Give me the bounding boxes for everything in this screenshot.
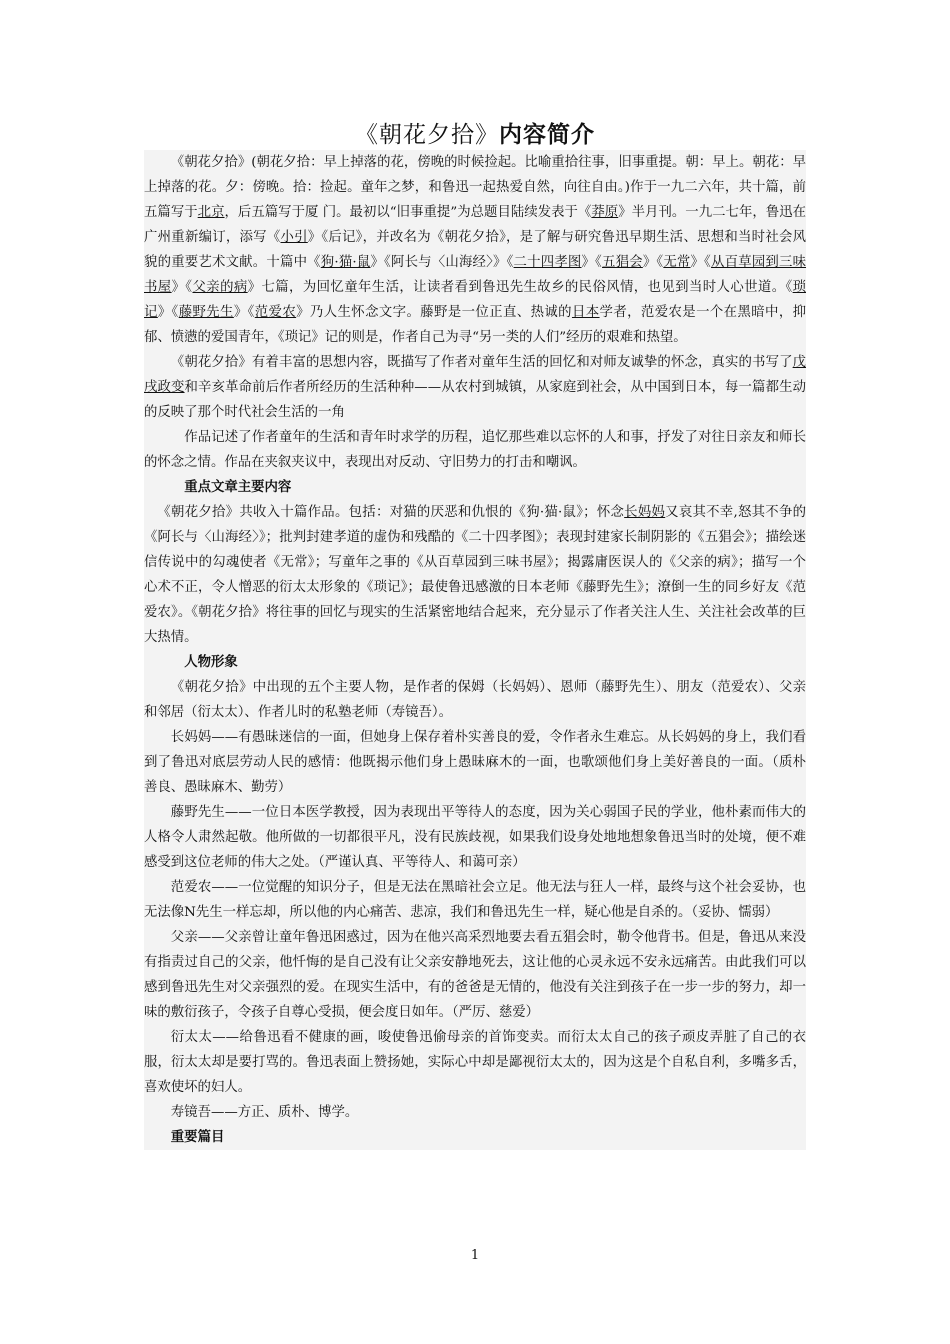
link-fan-ainong[interactable]: 范爱农 [254, 305, 297, 320]
link-wuchang-hui[interactable]: 五猖会 [602, 255, 643, 270]
link-riben[interactable]: 日本 [571, 305, 600, 320]
link-mangyuan[interactable]: 莽原 [591, 205, 619, 220]
title-suffix: 内容简介 [499, 121, 595, 148]
character-shou-jingwu: 寿镜吾——方正、质朴、博学。 [170, 1105, 359, 1120]
intro-paragraph [144, 150, 806, 350]
link-zhang-mama[interactable]: 长妈妈 [624, 505, 666, 520]
link-suoji[interactable]: 琐记 [144, 280, 806, 320]
link-ershisi-xiao-tu[interactable]: 二十四孝图 [513, 255, 582, 270]
title-book-name: 《朝花夕拾》 [355, 122, 499, 148]
intro-text: 》半月刊。一九二七年，鲁迅在广州重新编订，添写《 [144, 205, 807, 245]
character-father: 父亲——父亲曾让童年鲁迅困惑过，因为在他兴高采烈地要去看五猖会时，勒令他背书。但是，鲁迅从来没有指责过自己的父亲，他忏悔的是自己没有让父亲安静地死去，这让他的心灵永远不安永远痛苦。由此我们可以感到鲁迅先生对父亲强烈的爱。在现实生活中，有的爸爸是无情的，他没有关注到孩子在一步一步的努力，却一味的敷衍孩子，令孩子自尊心受损，便会度日如年。（严厉、慈爱） [144, 930, 806, 1020]
character-tengye: 藤野先生——一位日本医学教授，因为表现出平等待人的态度，因为关心弱国子民的学业，他朴素而伟大的人格令人肃然起敬。他所做的一切都很平凡，没有民族歧视，如果我们设身处地地想象鲁迅当时的处境，便不难感受到这位老师的伟大之处。（严谨认真、平等待人、和蔼可亲） [144, 805, 806, 870]
intro-text: ，后五篇写于厦 门。最初以“旧事重提”为总题目陆续发表于《 [224, 205, 592, 220]
link-wuchang[interactable]: 无常 [663, 255, 691, 270]
intro-text: 》《 [233, 305, 255, 320]
character-zhang-mama: 长妈妈——有愚昧迷信的一面，但她身上保存着朴实善良的爱，令作者永生难忘。从长妈妈的身上，我们看到了鲁迅对底层劳动人民的感情：他既揭示他们身上愚昧麻木的一面，也歌颂他们身上美好善良的一面。（质朴善良、愚昧麻木、勤劳） [144, 730, 806, 795]
paragraph-text: 又哀其不幸,怒其不争的《阿长与〈山海经〉》；批判封建孝道的虚伪和残酷的《二十四孝图》；表现封建家长制阴影的《五猖会》；描绘迷信传说中的勾魂使者《无常》；写童年之事的《从百草园到三味书屋》；揭露庸医误人的《父亲的病》；描写一个心术不正，令人憎恶的衍太太形象的《琐记》；最使鲁迅感激的日本老师《藤野先生》；潦倒一生的同乡好友《范爱农》。《朝花夕拾》将往事的回忆与现实的生活紧密地结合起来，充分显示了作者关注人生、关注社会改革的巨大热情。 [144, 505, 807, 645]
thought-paragraph [144, 350, 806, 425]
intro-text: 》《后记》，并改名为《朝花夕拾》，是了解与研究鲁迅早期生活、思想和当时社会风貌的重要艺术文献。十篇中《 [144, 230, 807, 270]
intro-text: 》《阿长与〈山海经〉》《 [370, 255, 514, 270]
key-articles-paragraph [144, 500, 806, 650]
intro-text: 》《 [642, 255, 664, 270]
section-heading-characters: 人物形象 [184, 654, 238, 670]
intro-text: 学者，范爱农是一个在黑暗中，抑郁、愤懑的爱国青年，《琐记》记的则是，作者自己为寻“另一类的人们”经历的艰难和热望。 [144, 305, 807, 345]
section-heading-important-chapters: 重要篇目 [170, 1129, 225, 1145]
character-fan-ainong: 范爱农——一位觉醒的知识分子，但是无法在黑暗社会立足。他无法与狂人一样，最终与这个社会妥协，也无法像N先生一样忘却，所以他的内心痛苦、悲凉，我们和鲁迅先生一样，疑心他是自杀的。（妥协、懦弱） [144, 880, 806, 920]
section-heading-key-articles: 重点文章主要内容 [184, 479, 292, 495]
link-beijing[interactable]: 北京 [197, 205, 225, 220]
link-gou-mao-shu[interactable]: 狗·猫·鼠 [320, 255, 371, 270]
link-xiaoyin[interactable]: 小引 [280, 230, 308, 245]
intro-text: 》乃人生怀念文字。藤野是一位正直、热诚的 [296, 305, 572, 320]
paragraph-text: 《朝花夕拾》有着丰富的思想内容，既描写了作者对童年生活的回忆和对师友诚挚的怀念，真实的书写了 [170, 355, 793, 370]
link-baicaoyuan[interactable]: 从百草园到三味书屋 [144, 255, 807, 295]
intro-text: 》《 [690, 255, 712, 270]
page-title [0, 118, 950, 152]
paragraph-text: 《朝花夕拾》共收入十篇作品。包括：对猫的厌恶和仇恨的《狗·猫·鼠》；怀念 [157, 505, 625, 520]
paragraph-text: 和辛亥革命前后作者所经历的生活种种——从农村到城镇，从家庭到社会，从中国到日本，每一篇都生动的反映了那个时代社会生活的一角 [144, 380, 806, 420]
characters-paragraph: 《朝花夕拾》中出现的五个主要人物，是作者的保姆（长妈妈）、恩师（藤野先生）、朋友（范爱农）、父亲和邻居（衍太太）、作者儿时的私塾老师（寿镜吾）。 [144, 680, 806, 720]
link-tengye-xiansheng[interactable]: 藤野先生 [178, 305, 234, 320]
intro-text: 》《 [581, 255, 603, 270]
intro-text: 》七篇，为回忆童年生活，让读者看到鲁迅先生故乡的民俗风情，也见到当时人心世道。《 [247, 280, 793, 295]
intro-text: 》《 [157, 305, 179, 320]
page-number: 1 [470, 1248, 480, 1263]
document-body [144, 150, 806, 1150]
character-yan-taitai: 衍太太——给鲁迅看不健康的画，唆使鲁迅偷母亲的首饰变卖。而衍太太自己的孩子顽皮弄脏了自己的衣服，衍太太却是要打骂的。鲁迅表面上赞扬她，实际心中却是鄙视衍太太的，因为这是个自私自利，多嘴多舌，喜欢使坏的妇人。 [144, 1030, 806, 1095]
intro-text: 《朝花夕拾》(朝花夕拾：早上掉落的花，傍晚的时候捡起。比喻重拾往事，旧事重提。朝：早上。朝花：早上掉落的花。夕：傍晚。拾：捡起。童年之梦，和鲁迅一起热爱自然，向往自由。)作于一九二六年，共十篇，前五篇写于 [144, 155, 806, 220]
link-fuqin-de-bing[interactable]: 父亲的病 [192, 280, 248, 295]
link-wuxu-zhengbian[interactable]: 戊戌政变 [144, 355, 806, 395]
intro-text: 》《 [171, 280, 193, 295]
summary-paragraph: 作品记述了作者童年的生活和青年时求学的历程，追忆那些难以忘怀的人和事，抒发了对往日亲友和师长的怀念之情。作品在夹叙夹议中，表现出对反动、守旧势力的打击和嘲讽。 [144, 430, 806, 470]
